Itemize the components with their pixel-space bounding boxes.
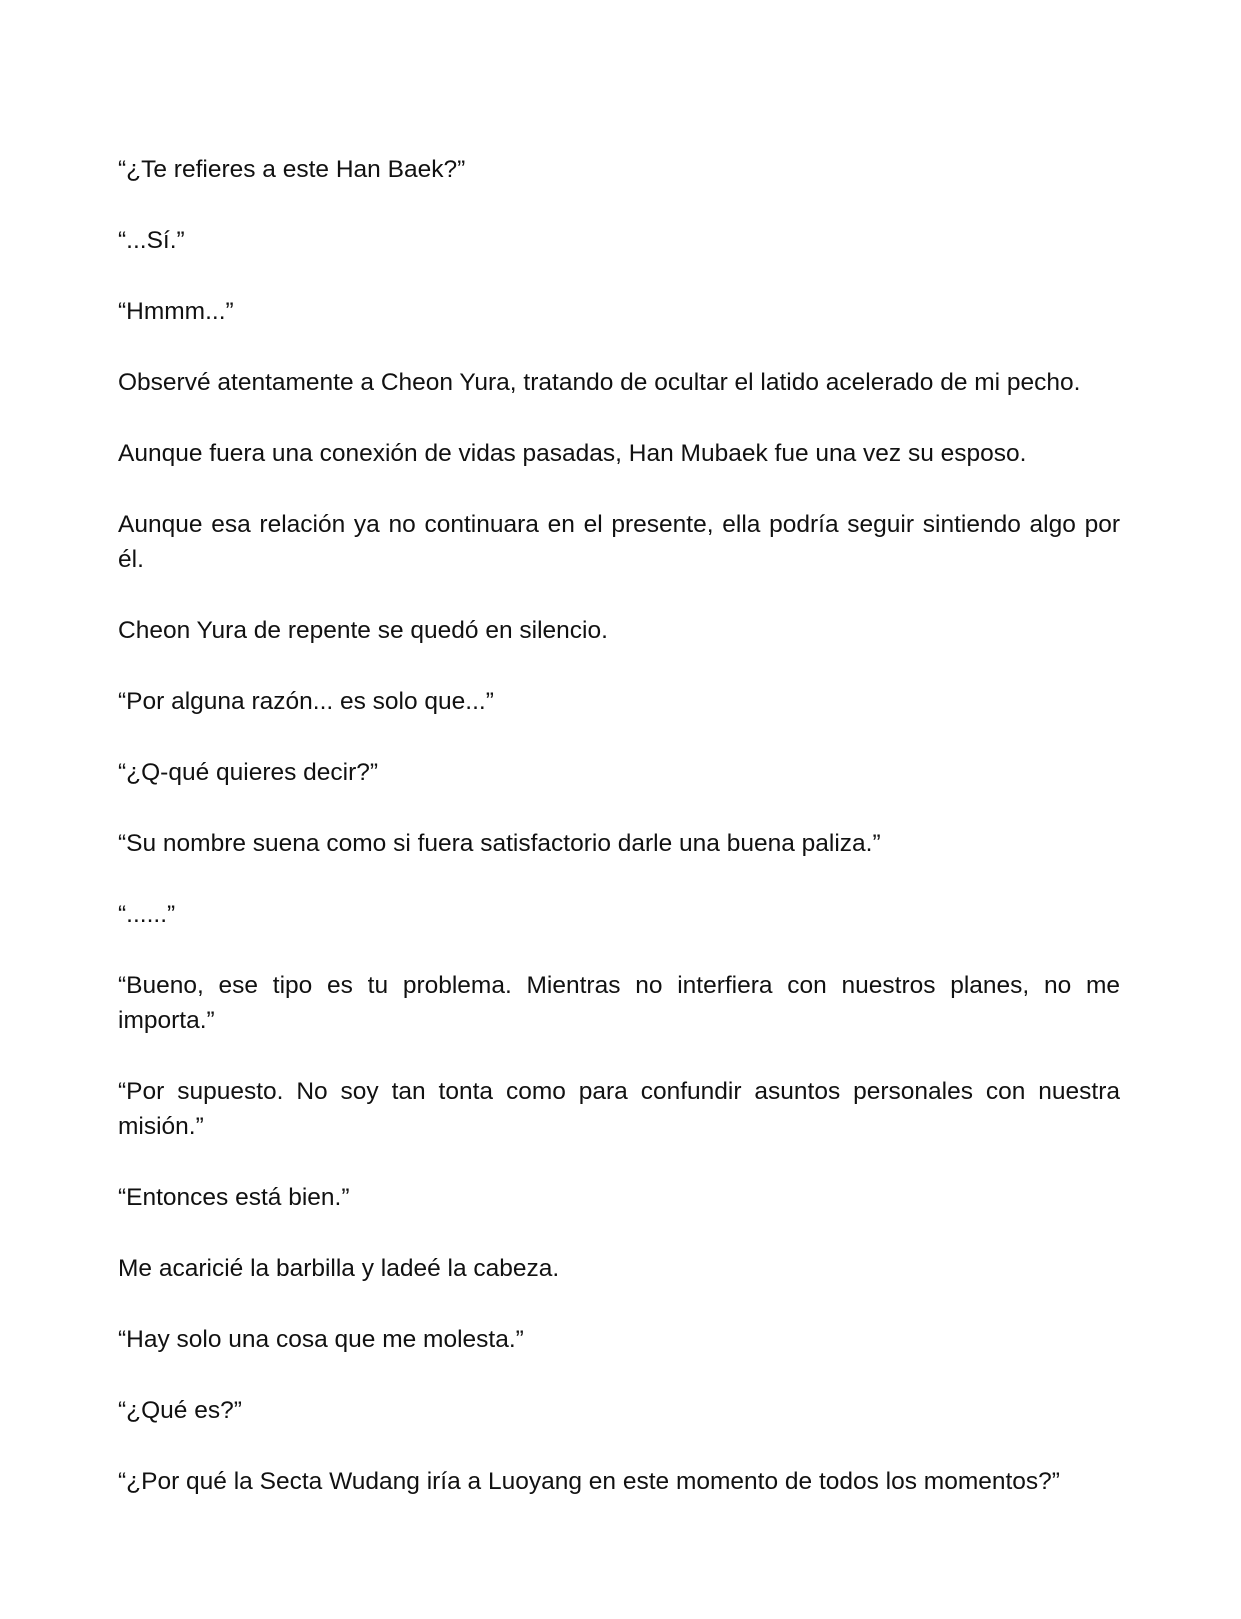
paragraph-narration: Observé atentamente a Cheon Yura, tratando de ocultar el latido acelerado de mi pecho.	[118, 369, 1081, 396]
paragraph-dialogue: “Por supuesto. No soy tan tonta como para confundir asuntos personales con nuestra misión.”	[118, 1078, 1120, 1140]
paragraph-dialogue: “Hay solo una cosa que me molesta.”	[118, 1326, 524, 1353]
paragraph-dialogue: “...Sí.”	[118, 227, 185, 254]
paragraph-narration: Aunque fuera una conexión de vidas pasadas, Han Mubaek fue una vez su esposo.	[118, 440, 1027, 467]
paragraph-dialogue: “¿Q-qué quieres decir?”	[118, 759, 379, 786]
paragraph-narration: Me acaricié la barbilla y ladeé la cabeza.	[118, 1255, 560, 1282]
document-body	[118, 152, 1120, 1499]
paragraph-dialogue: “Entonces está bien.”	[118, 1184, 350, 1211]
paragraph-dialogue: “Su nombre suena como si fuera satisfactorio darle una buena paliza.”	[118, 830, 881, 857]
paragraph-dialogue: “¿Qué es?”	[118, 1397, 242, 1424]
paragraph-narration: Cheon Yura de repente se quedó en silencio.	[118, 617, 608, 644]
paragraph-narration: Aunque esa relación ya no continuara en el presente, ella podría seguir sintiendo algo por él.	[118, 511, 1120, 573]
paragraph-dialogue: “Bueno, ese tipo es tu problema. Mientras no interfiera con nuestros planes, no me importa.”	[118, 972, 1120, 1034]
paragraph-dialogue: “Por alguna razón... es solo que...”	[118, 688, 494, 715]
paragraph-dialogue: “Hmmm...”	[118, 298, 234, 325]
paragraph-dialogue: “......”	[118, 901, 176, 928]
paragraph-dialogue: “¿Por qué la Secta Wudang iría a Luoyang en este momento de todos los momentos?”	[118, 1468, 1060, 1495]
paragraph-dialogue: “¿Te refieres a este Han Baek?”	[118, 156, 466, 183]
